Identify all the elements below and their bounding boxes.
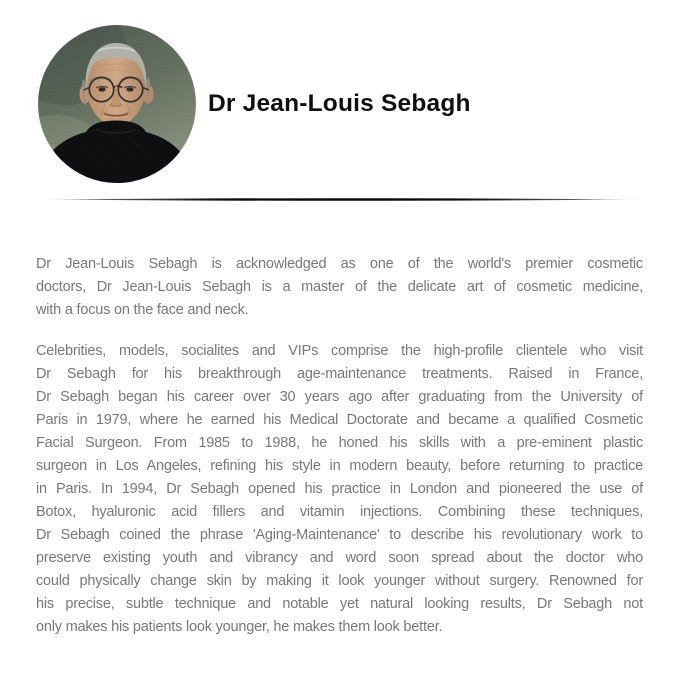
text-line: Dr Jean-Louis Sebagh is acknowledged as one of the world's premier cosmetic	[36, 256, 643, 272]
text-line: Celebrities, models, socialites and VIPs comprise the high-profile clientele who visit	[36, 343, 643, 359]
text-line: in Paris. In 1994, Dr Sebagh opened his practice in London and pioneered the use of	[36, 481, 643, 497]
text-line: Facial Surgeon. From 1985 to 1988, he honed his skills with a pre-eminent plastic	[36, 435, 643, 451]
bio-paragraph-2	[36, 340, 643, 639]
portrait-illustration	[38, 25, 196, 183]
bio-paragraph-1	[36, 253, 643, 322]
profile-photo	[38, 25, 196, 183]
text-line: doctors, Dr Jean-Louis Sebagh is a master of the delicate art of cosmetic medicine,	[36, 279, 643, 295]
text-line: his precise, subtle technique and notable yet natural looking results, Dr Sebagh not	[36, 596, 643, 612]
page-title: Dr Jean-Louis Sebagh	[208, 90, 471, 117]
divider-line	[42, 196, 643, 203]
text-line: Paris in 1979, where he earned his Medical Doctorate and became a qualified Cosmetic	[36, 412, 643, 428]
text-line: only makes his patients look younger, he makes them look better.	[36, 619, 443, 635]
text-line: Botox, hyaluronic acid fillers and vitamin injections. Combining these techniques,	[36, 504, 643, 520]
text-line: Dr Sebagh for his breakthrough age-maintenance treatments. Raised in France,	[36, 366, 643, 382]
text-line: could physically change skin by making it look younger without surgery. Renowned for	[36, 573, 643, 589]
bio-text	[36, 253, 643, 639]
text-line: Dr Sebagh began his career over 30 years ago after graduating from the University of	[36, 389, 643, 405]
text-line: surgeon in Los Angeles, refining his style in modern beauty, before returning to practice	[36, 458, 643, 474]
text-line: with a focus on the face and neck.	[36, 302, 249, 318]
text-line: Dr Sebagh coined the phrase 'Aging-Maintenance' to describe his revolutionary work to	[36, 527, 643, 543]
text-line: preserve existing youth and vibrancy and word soon spread about the doctor who	[36, 550, 643, 566]
